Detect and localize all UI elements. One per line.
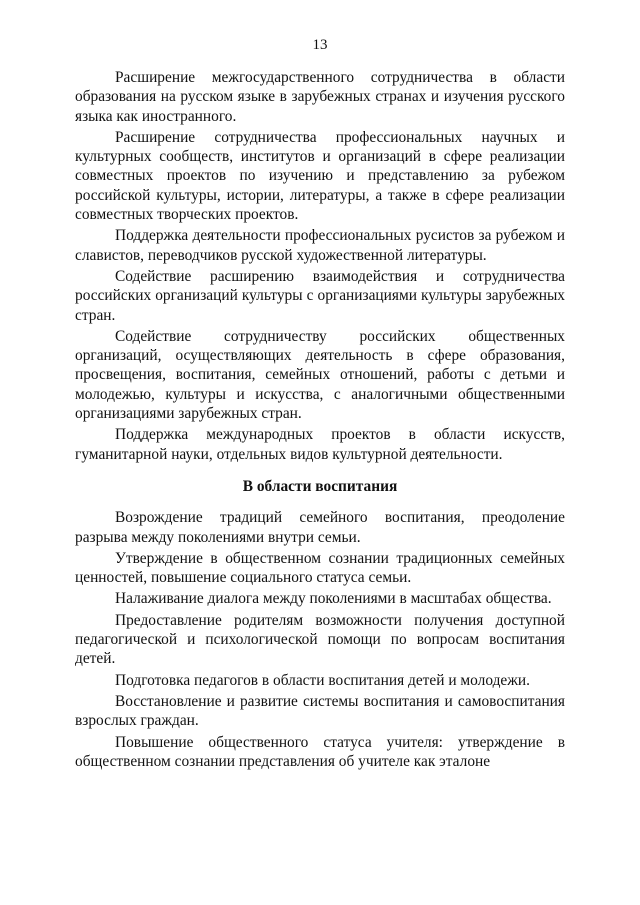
paragraph: Утверждение в общественном сознании традиционных семейных ценностей, повышение социального статуса семьи. bbox=[75, 549, 565, 587]
paragraph: Повышение общественного статуса учителя: утверждение в общественном сознании представления об учителе как эталоне bbox=[75, 733, 565, 770]
paragraph: Предоставление родителям возможности получения доступной педагогической и психологической помощи по вопросам воспитания детей. bbox=[75, 611, 565, 668]
paragraph: Поддержка деятельности профессиональных русистов за рубежом и славистов, переводчиков русской художественной литературы. bbox=[75, 227, 565, 264]
page-number: 13 bbox=[312, 37, 328, 53]
paragraph: Содействие сотрудничеству российских общественных организаций, осуществляющих деятельность в сфере образования, просвещения, воспитания, семейных отношений, работы с детьми и молодежью, культуры и искусства, с аналогичными общественными организациями зарубежных стран. bbox=[75, 327, 565, 423]
paragraph: Расширение сотрудничества профессиональных научных и культурных сообществ, институтов и организаций в сфере реализации совместных проектов по изучению и представлению за рубежом российской культуры, истории, литературы, а также в сфере реализации совместных творческих проектов. bbox=[75, 128, 565, 224]
paragraph: Поддержка международных проектов в области искусств, гуманитарной науки, отдельных видов культурной деятельности. bbox=[75, 426, 565, 463]
paragraph: Восстановление и развитие системы воспитания и самовоспитания взрослых граждан. bbox=[75, 692, 565, 730]
paragraph: Содействие расширению взаимодействия и сотрудничества российских организаций культуры с организациями культуры зарубежных стран. bbox=[75, 267, 565, 324]
paragraph: Подготовка педагогов в области воспитания детей и молодежи. bbox=[115, 671, 530, 689]
page-body bbox=[75, 68, 565, 771]
paragraph: Налаживание диалога между поколениями в масштабах общества. bbox=[115, 590, 552, 608]
paragraph: Расширение межгосударственного сотрудничества в области образования на русском языке в зарубежных странах и изучения русского языка как иностранного. bbox=[75, 69, 565, 125]
paragraph: Возрождение традиций семейного воспитания, преодоление разрыва между поколениями внутри семьи. bbox=[75, 509, 565, 546]
section-heading: В области воспитания bbox=[242, 477, 398, 495]
